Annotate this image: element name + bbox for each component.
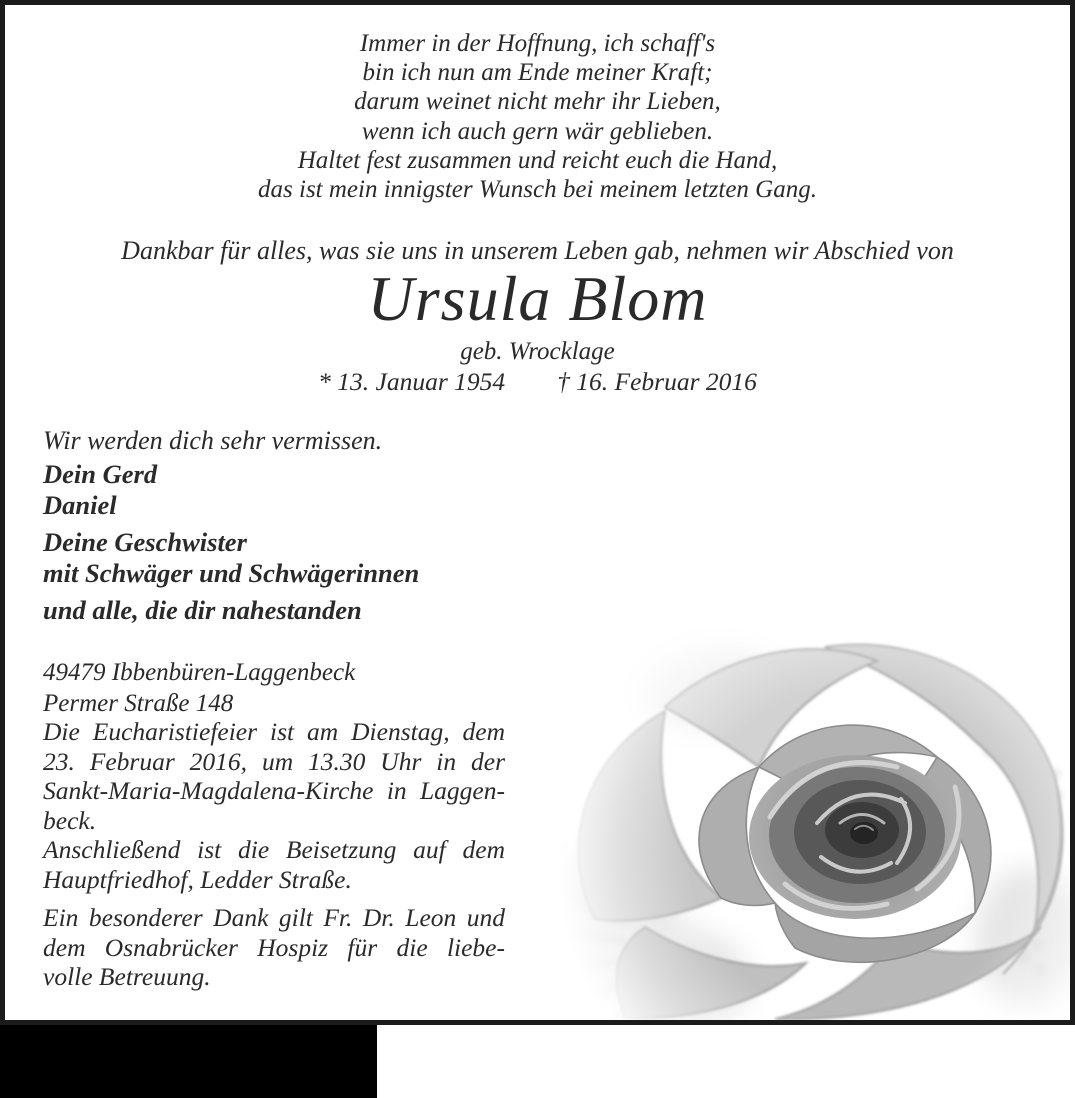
redaction-bar [0, 1025, 377, 1098]
burial-line: Anschließend ist die Beisetzung auf dem [43, 835, 505, 864]
poem-block [5, 29, 1070, 204]
service-line: Die Eucharistiefeier ist am Dienstag, dem [43, 717, 505, 746]
poem-line: darum weinet nicht mehr ihr Lieben, [354, 88, 721, 116]
thanks-line: Ein besonderer Dank gilt Fr. Dr. Leon und [43, 903, 505, 932]
address-line: 49479 Ibbenbüren-Laggenbeck [43, 659, 356, 686]
mourners-others: und alle, die dir nahestanden [43, 595, 362, 625]
rose-photo-svg [525, 627, 1070, 1020]
life-dates [5, 367, 1070, 397]
poem-line: Haltet fest zusammen und reicht euch die Hand, [297, 146, 778, 174]
mourner-family: mit Schwäger und Schwägerinnen [43, 558, 420, 588]
farewell-intro: Dankbar für alles, was sie uns in unserem Leben gab, nehmen wir Abschied von [121, 236, 954, 265]
poem-line: wenn ich auch gern wär geblieben. [361, 117, 714, 145]
rose-photo [525, 627, 1070, 1020]
mourners-block [43, 425, 523, 626]
address-block [43, 657, 523, 719]
thanks-line: volle Betreuung. [43, 962, 211, 991]
maiden-name: geb. Wrocklage [460, 338, 615, 365]
birth-date: * 13. Januar 1954 [318, 367, 506, 396]
burial-line: Hauptfriedhof, Ledder Straße. [43, 864, 352, 894]
announcement-block [43, 717, 505, 992]
thanks-line: dem Osnabrücker Hospiz für die liebe- [43, 932, 505, 962]
mourners-miss-line: Wir werden dich sehr vermissen. [43, 426, 383, 455]
poem-line: bin ich nun am Ende meiner Kraft; [362, 59, 713, 87]
burial-paragraph [43, 835, 505, 894]
mourner-name: Dein Gerd [43, 459, 158, 489]
address-line: Permer Straße 148 [43, 690, 234, 717]
deceased-name: Ursula Blom [367, 263, 708, 334]
service-line: Sankt-Maria-Magdalena-Kirche in Laggen- [43, 776, 505, 805]
service-line: beck. [43, 805, 97, 835]
service-line: 23. Februar 2016, um 13.30 Uhr in der [43, 746, 505, 776]
poem-line: Immer in der Hoffnung, ich schaff's [359, 30, 716, 57]
mourner-name: Daniel [43, 490, 117, 520]
mourner-family: Deine Geschwister [43, 527, 247, 557]
service-paragraph [43, 717, 505, 835]
thanks-paragraph [43, 903, 505, 992]
death-date: † 16. Februar 2016 [557, 367, 757, 396]
poem-line: das ist mein innigster Wunsch bei meinem letzten Gang. [258, 176, 817, 204]
